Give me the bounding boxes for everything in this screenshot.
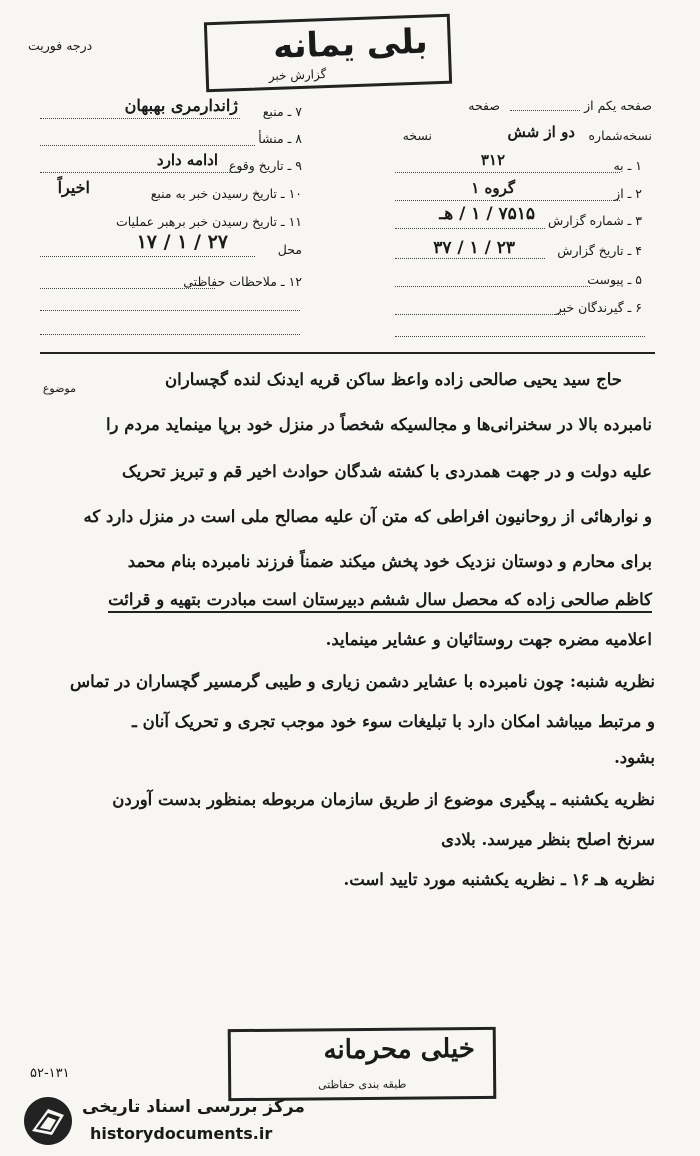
field-received-by-source-value: اخیراً bbox=[57, 178, 90, 197]
field-recipients-label: ۶ ـ گیرندگان خبر bbox=[555, 300, 642, 315]
body-line-7: اعلامیه مضره جهت روستائیان و عشایر مینماید. bbox=[325, 630, 652, 649]
field-report-number-label: ۳ ـ شماره گزارش bbox=[547, 213, 642, 228]
watermark-title: مرکز بررسی اسناد تاریخی bbox=[82, 1097, 305, 1117]
field-from-label: ۲ ـ از bbox=[614, 186, 642, 201]
archive-logo-icon bbox=[22, 1095, 74, 1147]
field-occurrence-value: ادامه دارد bbox=[156, 151, 218, 169]
field-report-date-value: ۲۳ / ۱ / ۳۷ bbox=[433, 238, 515, 258]
body-line-1: حاج سید یحیی صالحی زاده واعظ ساکن قریه ایدنک لنده گچساران bbox=[165, 370, 622, 389]
note-sunday-line-2: سرنخ اصلح بنظر میرسد. بلادی bbox=[441, 830, 655, 849]
subject-label: موضوع bbox=[42, 382, 76, 395]
body-line-5: برای محارم و دوستان نزدیک خود پخش میکند ضمناً فرزند نامبرده بنام محمد bbox=[127, 552, 652, 571]
watermark-url[interactable]: historydocuments.ir bbox=[90, 1124, 273, 1143]
classification-stamp-bottom bbox=[228, 1027, 497, 1101]
field-to-value: ۳۱۲ bbox=[480, 151, 505, 169]
body-line-3: علیه دولت و در جهت همدردی با کشته شدگان حوادث اخیر قم و تبریز تحریک bbox=[122, 462, 652, 481]
header-divider bbox=[40, 352, 655, 354]
classification-stamp-top bbox=[204, 14, 452, 93]
field-attachment-label: ۵ ـ پیوست bbox=[587, 272, 642, 287]
field-location-label: محل bbox=[277, 242, 302, 257]
field-copy-suffix: نسخه bbox=[402, 128, 432, 143]
field-security-notes-label: ۱۲ ـ ملاحظات حفاظتی bbox=[183, 274, 302, 289]
stamp-bottom-text: خیلی محرمانه bbox=[323, 1034, 476, 1066]
field-source-value: ژاندارمری بهبهان bbox=[124, 96, 238, 115]
field-copy-label: نسخه‌شماره bbox=[588, 128, 652, 143]
document-number: ۵۲-۱۳۱ bbox=[30, 1066, 70, 1081]
field-received-by-source-label: ۱۰ ـ تاریخ رسیدن خبر به منبع bbox=[150, 186, 302, 201]
note-saturday-line-3: بشود. bbox=[614, 748, 655, 767]
note-sunday-line-1: نظریه یکشنبه ـ پیگیری موضوع از طریق سازمان مربوطه بمنظور بدست آوردن bbox=[112, 790, 655, 809]
note-saturday-line-2: و مرتبط میباشد امکان دارد با تبلیغات سوء خود موجب تجری و تحریک آنان ـ bbox=[132, 712, 655, 731]
body-line-4: و نوارهائی از روحانیون افراطی که متن آن علیه مصالح ملی است در منزل دارد که bbox=[83, 507, 652, 526]
stamp-bottom-subtitle: طبقه بندی حفاظتی bbox=[317, 1077, 407, 1092]
priority-label: درجه فوریت bbox=[28, 38, 93, 53]
field-copy-value: دو از شش bbox=[507, 123, 575, 141]
field-from-value: گروه ۱ bbox=[471, 179, 515, 197]
field-to-label: ۱ ـ به bbox=[613, 158, 642, 173]
stamp-top-text: بلی یمانه bbox=[272, 21, 429, 67]
field-received-by-leader-label: ۱۱ ـ تاریخ رسیدن خبر برهبر عملیات bbox=[115, 214, 302, 229]
field-source-label: ۷ ـ منبع bbox=[262, 104, 302, 119]
note-h16: نظریه هـ ۱۶ ـ نظریه یکشنبه مورد تایید است. bbox=[343, 870, 655, 889]
field-location-value: ۲۷ / ۱ / ۱۷ bbox=[136, 231, 228, 253]
body-line-6: کاظم صالحی زاده که محصل سال ششم دبیرستان است مبادرت بتهیه و قرائت bbox=[108, 590, 652, 613]
note-saturday-line-1: نظریه شنبه: چون نامبرده با عشایر دشمن زیاری و طیبی گرمسیر گچساران در تماس bbox=[69, 672, 655, 691]
field-page-label: صفحه یکم از bbox=[584, 98, 652, 113]
field-report-number-value: ۷۵۱۵ / ۱ / هـ bbox=[439, 204, 535, 224]
field-report-date-label: ۴ ـ تاریخ گزارش bbox=[557, 243, 642, 258]
field-origin-label: ۸ ـ منشأ bbox=[258, 131, 302, 146]
body-line-2: نامبرده بالا در سخنرانی‌ها و مجالسیکه شخصاً در منزل خود برپا مینماید مردم را bbox=[105, 415, 652, 434]
field-occurrence-label: ۹ ـ تاریخ وقوع bbox=[228, 158, 302, 173]
field-page-suffix: صفحه bbox=[468, 98, 500, 113]
stamp-top-subtitle: گزارش خبر bbox=[268, 67, 327, 84]
